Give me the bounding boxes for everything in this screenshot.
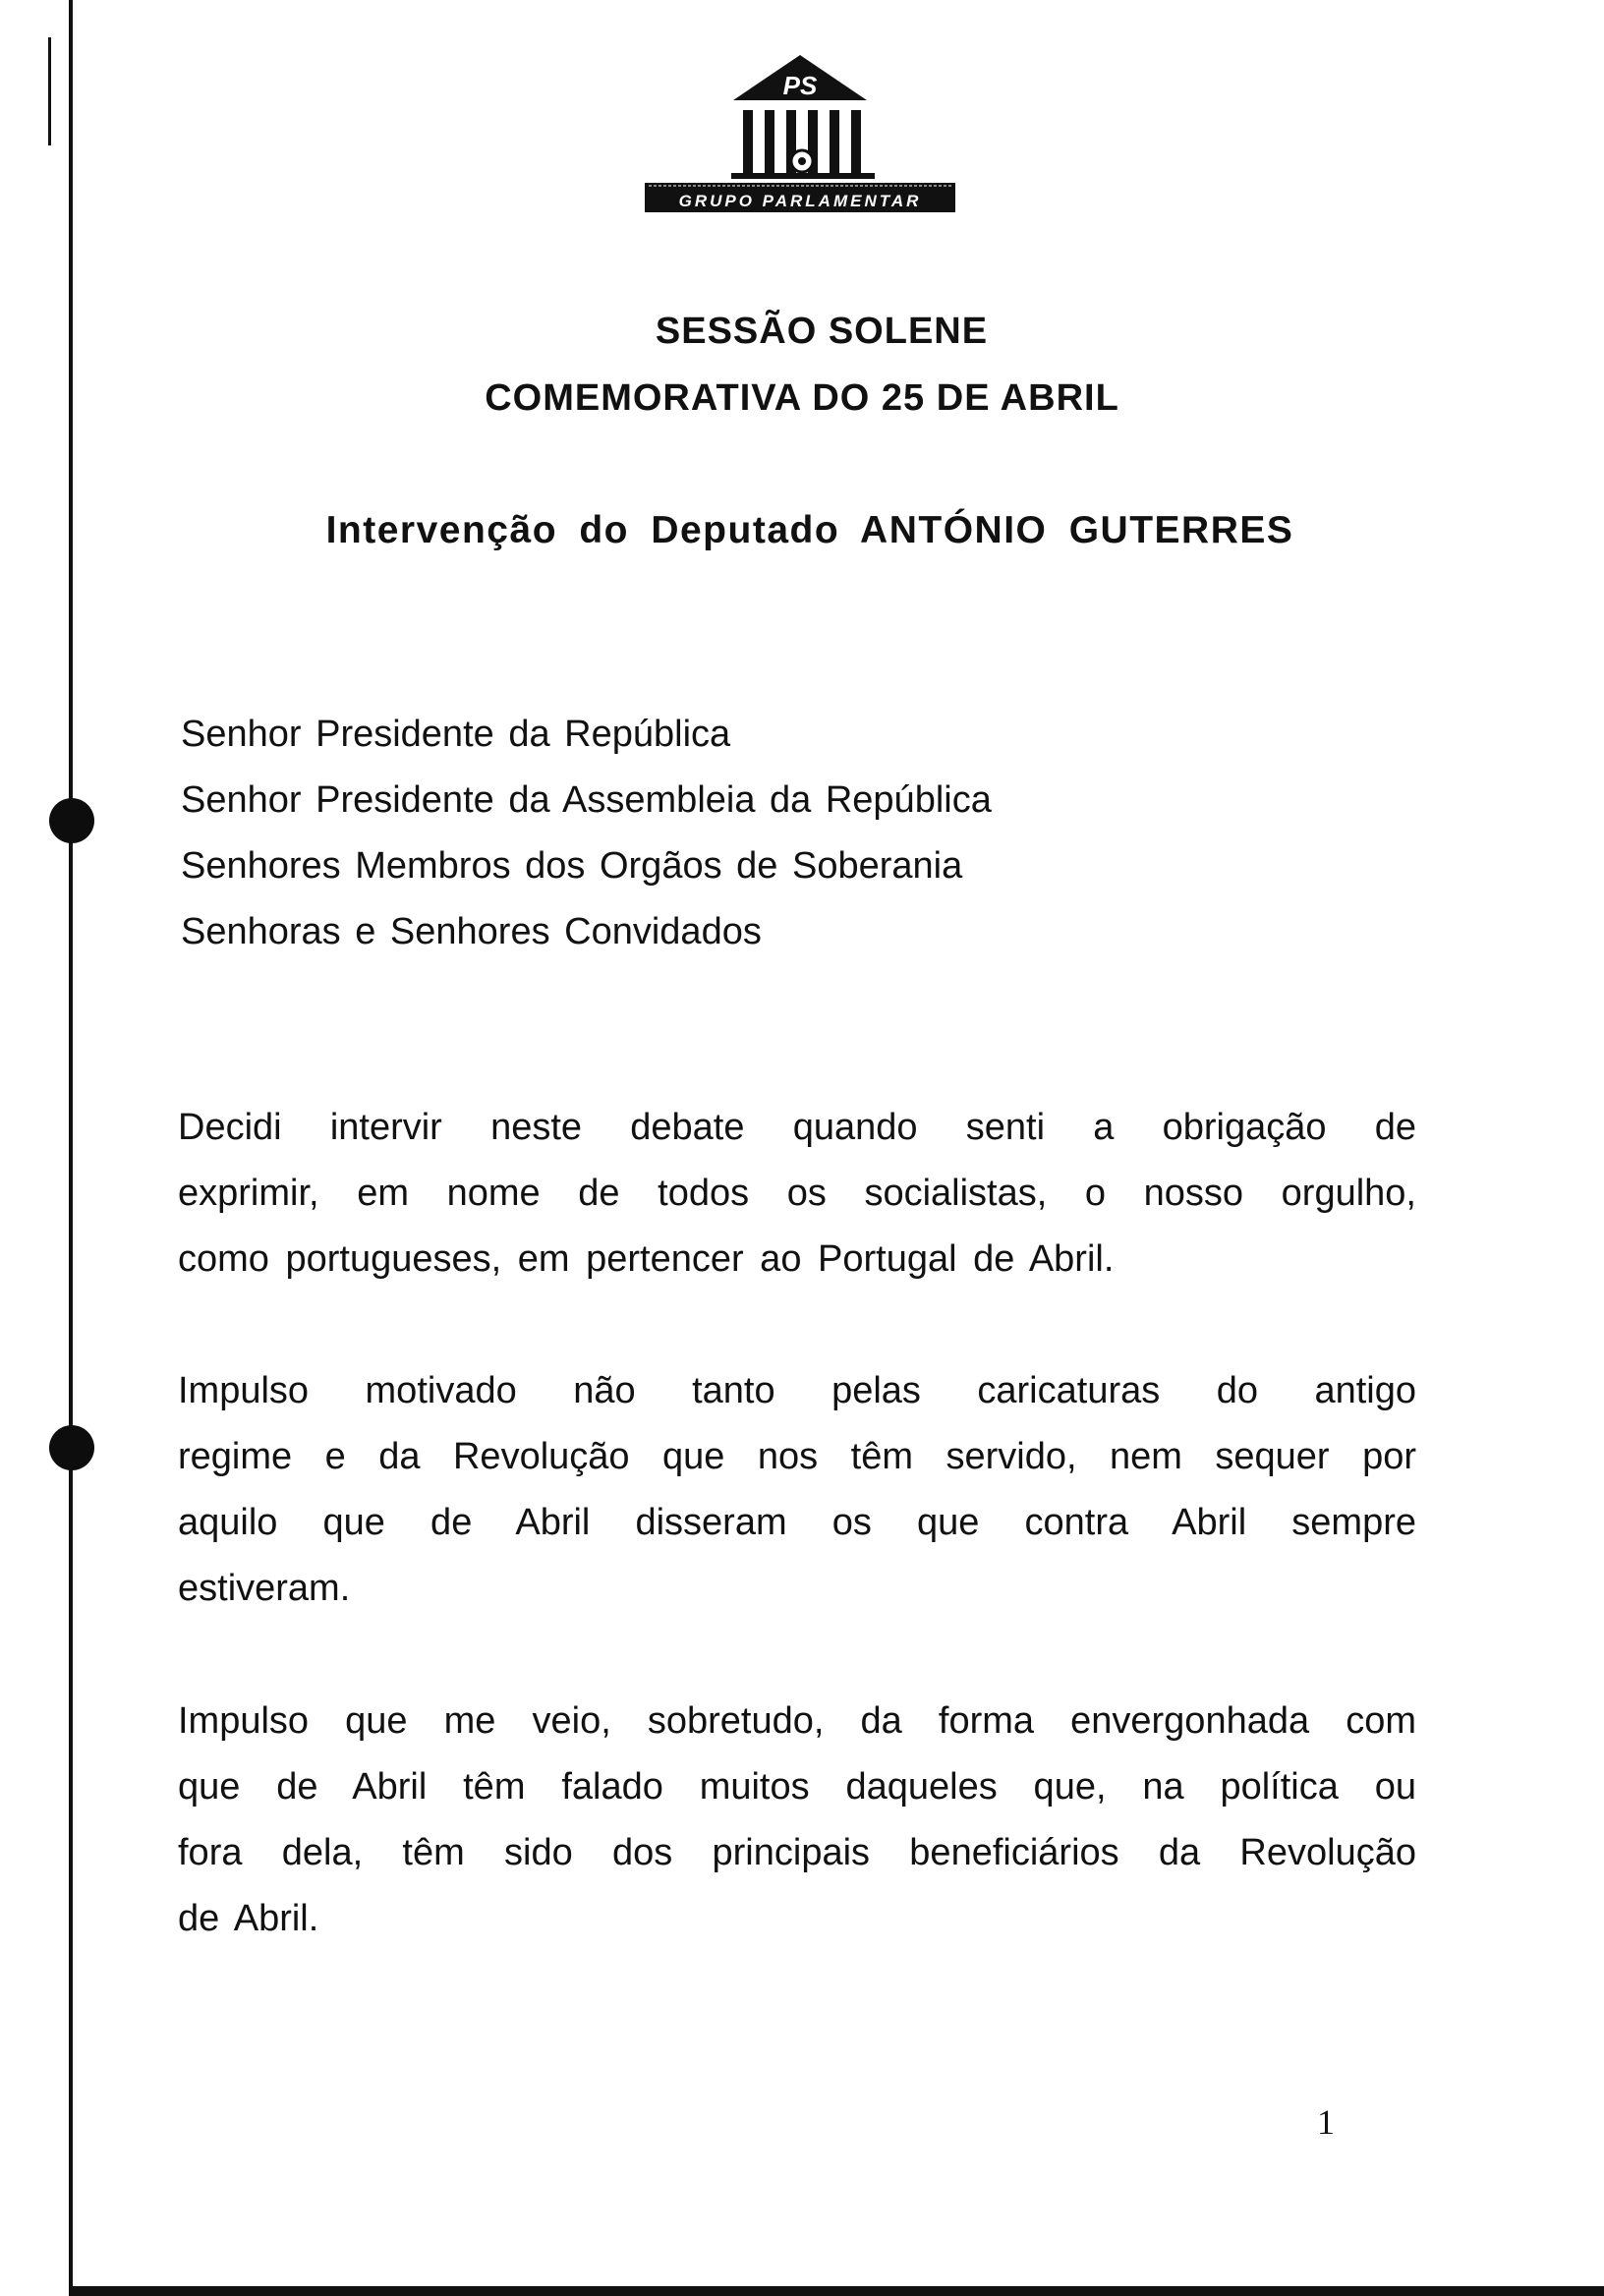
page-number: 1 [1317,2102,1335,2142]
paragraph-line: aquilo que de Abril disseram os que contra Abril sempre [178,1502,1416,1543]
body-paragraph-3 [178,1689,1416,1952]
paragraph-line: Impulso motivado não tanto pelas caricaturas do antigo [178,1370,1416,1411]
paragraph-line: que de Abril têm falado muitos daqueles que, na política ou [178,1766,1416,1808]
speaker-heading: Intervenção do Deputado ANTÓNIO GUTERRES [325,509,1294,551]
salutation-line: Senhoras e Senhores Convidados [181,911,762,952]
logo-mark-text: PS [782,71,818,100]
salutation-line: Senhor Presidente da Assembleia da República [181,779,992,821]
paragraph-line: Decidi intervir neste debate quando senti a obrigação de [178,1107,1416,1148]
margin-mark [48,37,51,145]
body-paragraph-2 [178,1358,1416,1622]
punch-hole-upper [49,798,94,843]
logo-caption: GRUPO PARLAMENTAR [678,192,922,210]
salutation-line: Senhor Presidente da República [181,714,731,755]
paragraph-line: como portugueses, em pertencer ao Portugal de Abril. [178,1238,1115,1280]
paragraph-line: regime e da Revolução que nos têm servido, nem sequer por [178,1436,1416,1477]
paragraph-line: de Abril. [178,1898,319,1939]
body-paragraph-1 [178,1095,1416,1292]
document-title-line-1: SESSÃO SOLENE [655,311,989,352]
salutation-block [181,702,992,965]
document-title-line-2: COMEMORATIVA DO 25 DE ABRIL [485,377,1119,419]
paragraph-line: Impulso que me veio, sobretudo, da forma envergonhada com [178,1700,1416,1742]
page-bottom-edge [69,2286,1604,2296]
logo-graphic [645,51,955,216]
salutation-line: Senhores Membros dos Orgãos de Soberania [181,845,963,887]
ps-grupo-parlamentar-logo [645,51,955,216]
punch-hole-lower [49,1425,94,1470]
paragraph-line: exprimir, em nome de todos os socialistas, o nosso orgulho, [178,1173,1416,1214]
paragraph-line: estiveram. [178,1568,351,1609]
paragraph-line: fora dela, têm sido dos principais beneficiários da Revolução [178,1832,1416,1873]
